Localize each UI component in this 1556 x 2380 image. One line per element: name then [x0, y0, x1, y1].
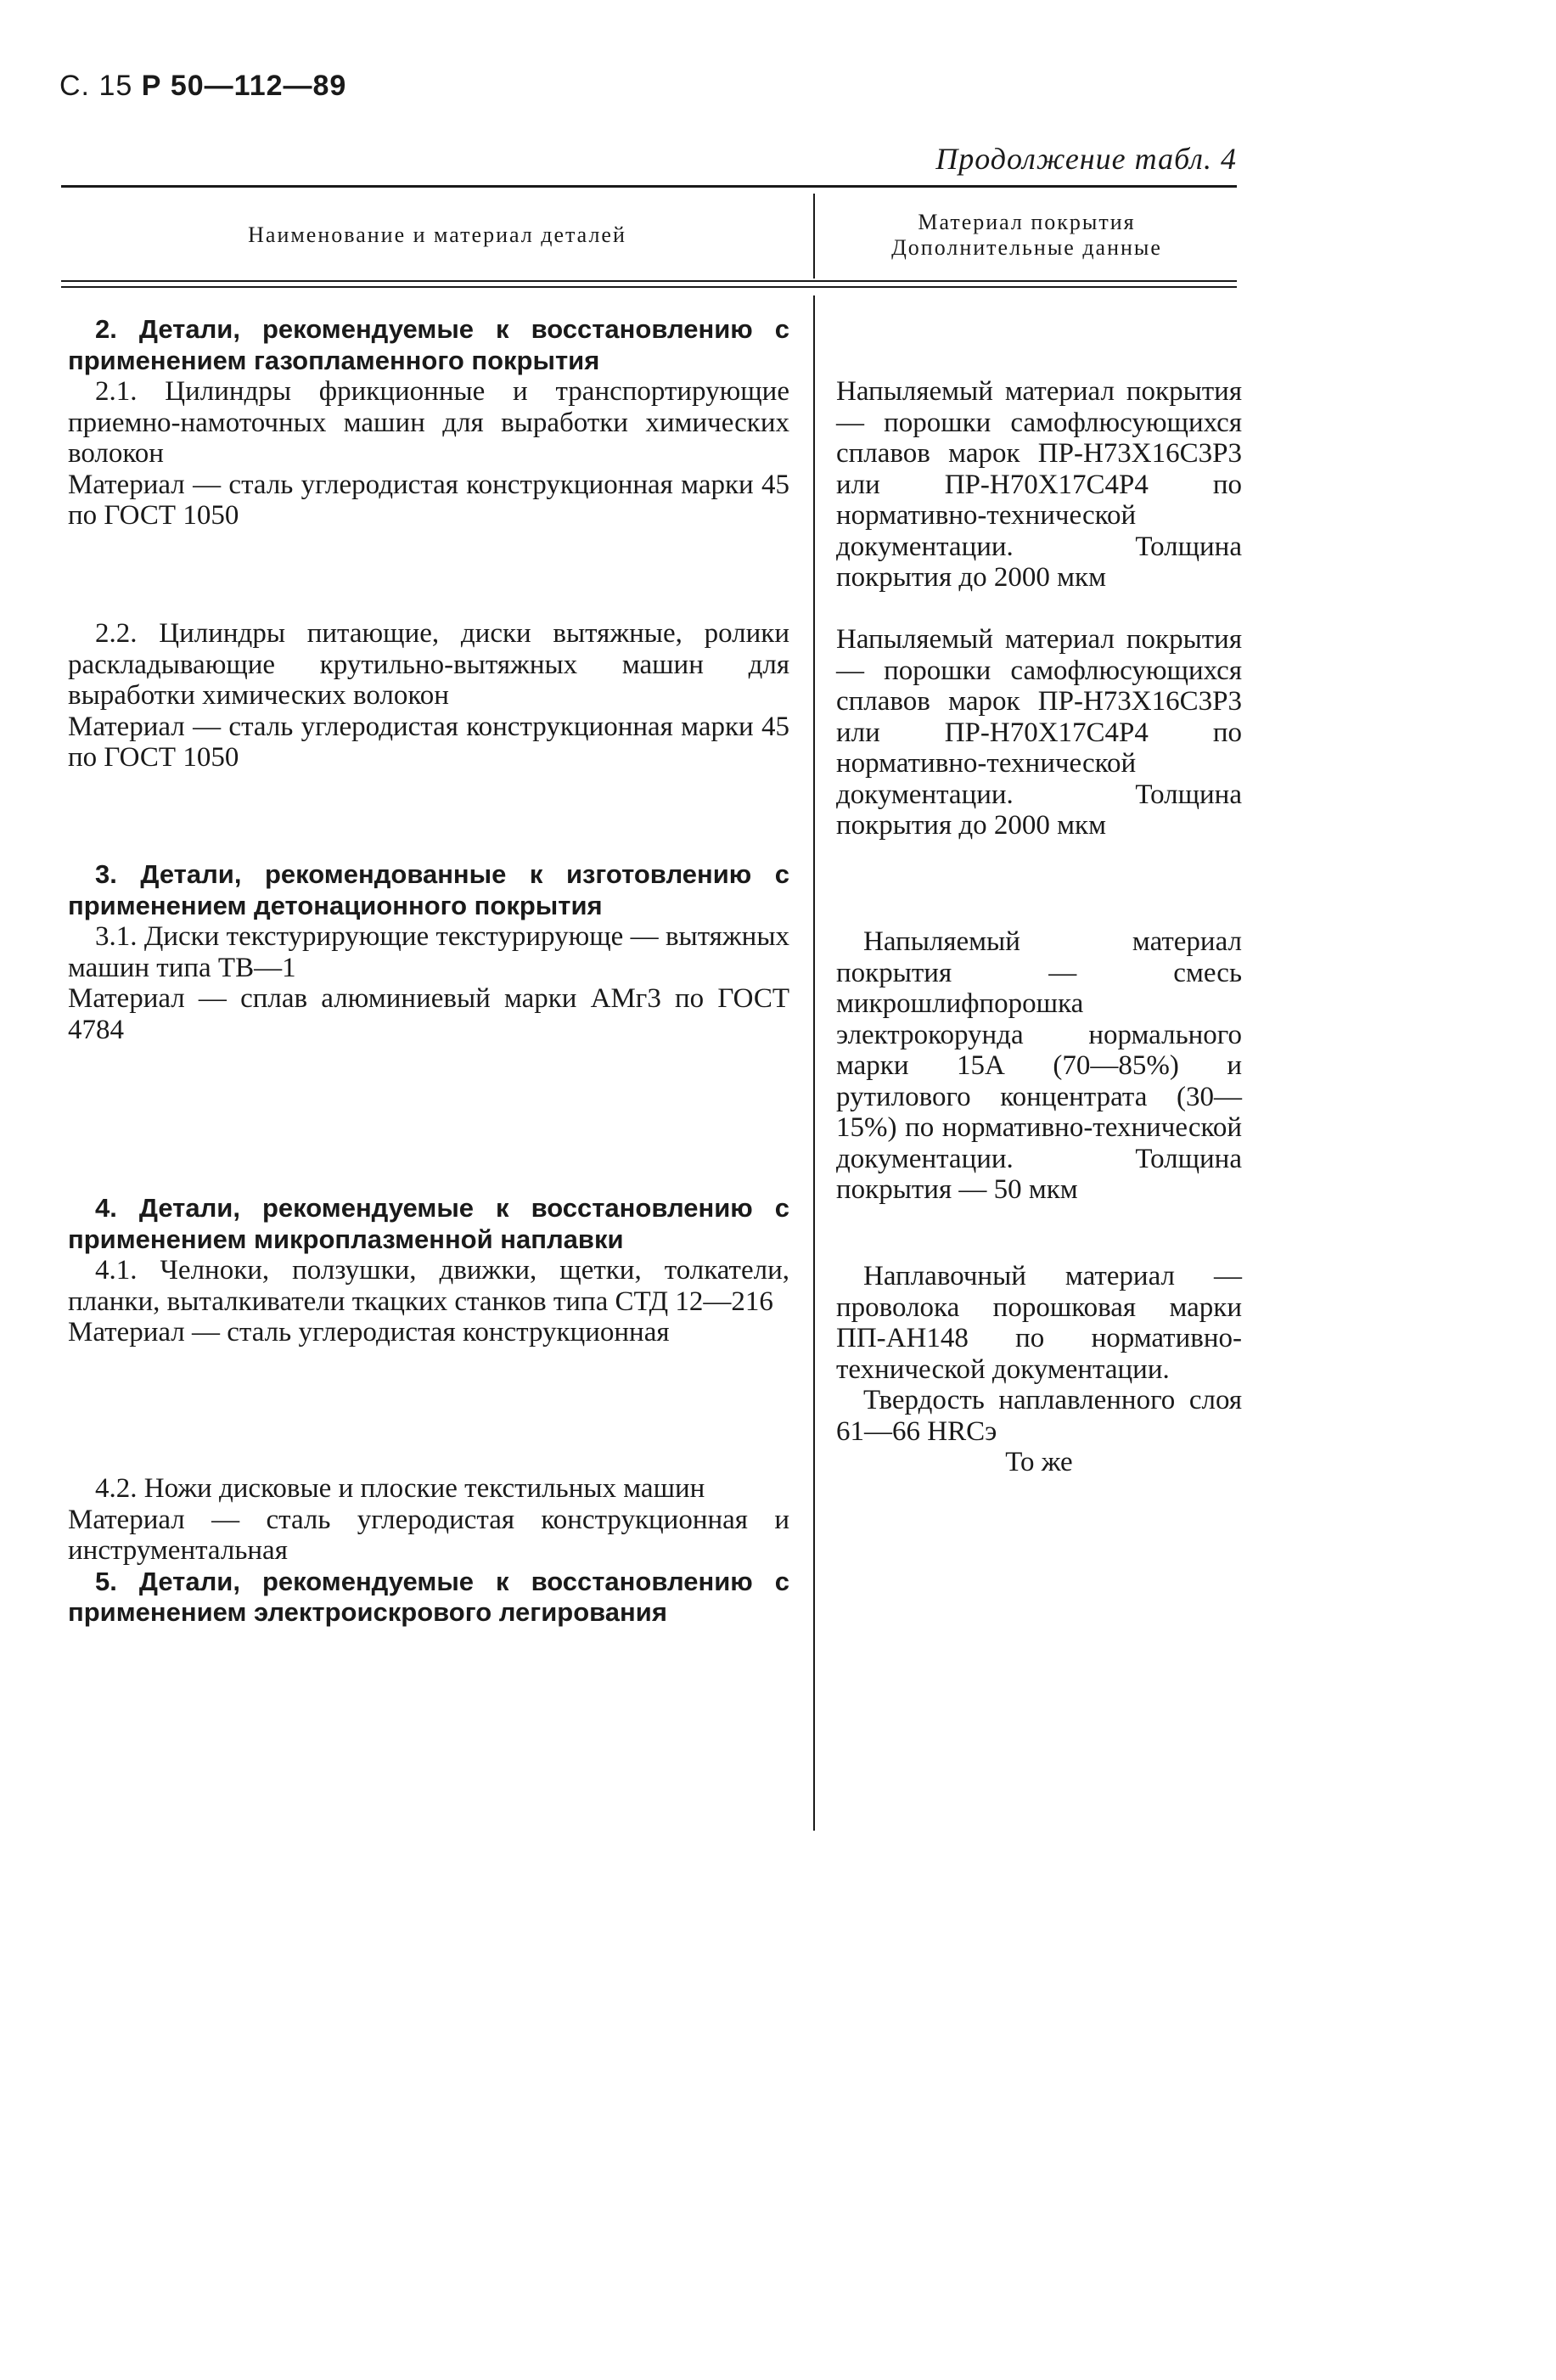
item-4-2-description: 4.2. Ножи дисковые и плоские текстильных машин	[95, 1473, 705, 1504]
item-2-1-coating	[836, 376, 1242, 594]
item-4-1-coating	[836, 1261, 1242, 1478]
section-3-heading: 3. Детали, рекомендованные к изготовлению с применением детонационного покрытия	[68, 859, 789, 920]
item-2-2-coating	[836, 624, 1242, 841]
section-4-left	[68, 1193, 789, 1348]
item-4-2-coating-ditto: То же	[1005, 1447, 1073, 1477]
body-column-divider	[813, 295, 815, 1831]
section-5-heading: 5. Детали, рекомендуемые к восстановлению с применением электроискрового легирования	[68, 1566, 789, 1627]
item-4-1-hardness: Твердость наплавленного слоя 61—66 HRCэ	[836, 1385, 1242, 1447]
section-2-heading: 2. Детали, рекомендуемые к восстановлению с применением газопламенного покрытия	[68, 314, 789, 375]
item-2-2-material: Материал — сталь углеродистая конструкционная марки 45 по ГОСТ 1050	[68, 711, 789, 773]
column-header-parts: Наименование и материал деталей	[248, 222, 626, 247]
page-ref: С. 15	[59, 70, 133, 102]
item-2-1-material: Материал — сталь углеродистая конструкционная марки 45 по ГОСТ 1050	[68, 469, 789, 531]
item-2-2-left	[68, 618, 789, 774]
item-3-1-description: 3.1. Диски текстурирующие текстурирующе — вытяжных машин типа ТВ—1	[68, 921, 789, 983]
item-4-2-material: Материал — сталь углеродистая конструкционная и инструментальная	[68, 1504, 789, 1566]
table-top-rule	[61, 185, 1237, 188]
column-header-coating	[817, 210, 1237, 261]
table-continuation-label: Продолжение табл. 4	[935, 142, 1237, 176]
item-4-2-and-section-5-left	[68, 1473, 789, 1629]
item-2-2-description: 2.2. Цилиндры питающие, диски вытяжные, ролики раскладывающие крутильно-вытяжных машин для выработки химических волокон	[68, 618, 789, 711]
item-2-2-coating-text: Напыляемый материал покрытия — порошки самофлюсующихся сплавов марок ПР-Н73Х16С3Р3 или ПР-Н70Х17С4Р4 по нормативно-технической документации. Толщина покрытия до 2000 мкм	[836, 624, 1242, 841]
column-header-coating-line2: Дополнительные данные	[891, 235, 1162, 260]
item-2-1-description: 2.1. Цилиндры фрикционные и транспортирующие приемно-намоточных машин для выработки химических волокон	[68, 376, 789, 469]
header-bottom-rule-2	[61, 286, 1237, 288]
column-header-coating-line1: Материал покрытия	[918, 210, 1136, 234]
item-3-1-material: Материал — сплав алюминиевый марки АМг3 по ГОСТ 4784	[68, 983, 789, 1045]
standard-code: Р 50—112—89	[141, 70, 347, 102]
item-3-1-coating-text: Напыляемый материал покрытия — смесь микрошлифпорошка электрокорунда нормального марки 15А (70—85%) и рутилового концентрата (30—15%) по нормативно-технической документации. Толщина покрытия — 50 мкм	[836, 926, 1242, 1205]
header-column-divider	[813, 194, 815, 279]
header-bottom-rule-1	[61, 280, 1237, 282]
page-header	[59, 70, 346, 103]
item-2-1-coating-text: Напыляемый материал покрытия — порошки самофлюсующихся сплавов марок ПР-Н73Х16С3Р3 или ПР-Н70Х17С4Р4 по нормативно-технической документации. Толщина покрытия до 2000 мкм	[836, 376, 1242, 593]
item-4-1-material: Материал — сталь углеродистая конструкционная	[68, 1317, 670, 1348]
item-3-1-coating	[836, 926, 1242, 1206]
section-4-heading: 4. Детали, рекомендуемые к восстановлению с применением микроплазменной наплавки	[68, 1193, 789, 1254]
item-4-1-description: 4.1. Челноки, ползушки, движки, щетки, толкатели, планки, выталкиватели ткацких станков типа СТД 12—216	[68, 1255, 789, 1317]
section-3-left	[68, 859, 789, 1045]
item-4-1-coating-text: Наплавочный материал — проволока порошковая марки ПП-АН148 по нормативно-технической документации.	[836, 1261, 1242, 1385]
section-2-left	[68, 314, 789, 532]
